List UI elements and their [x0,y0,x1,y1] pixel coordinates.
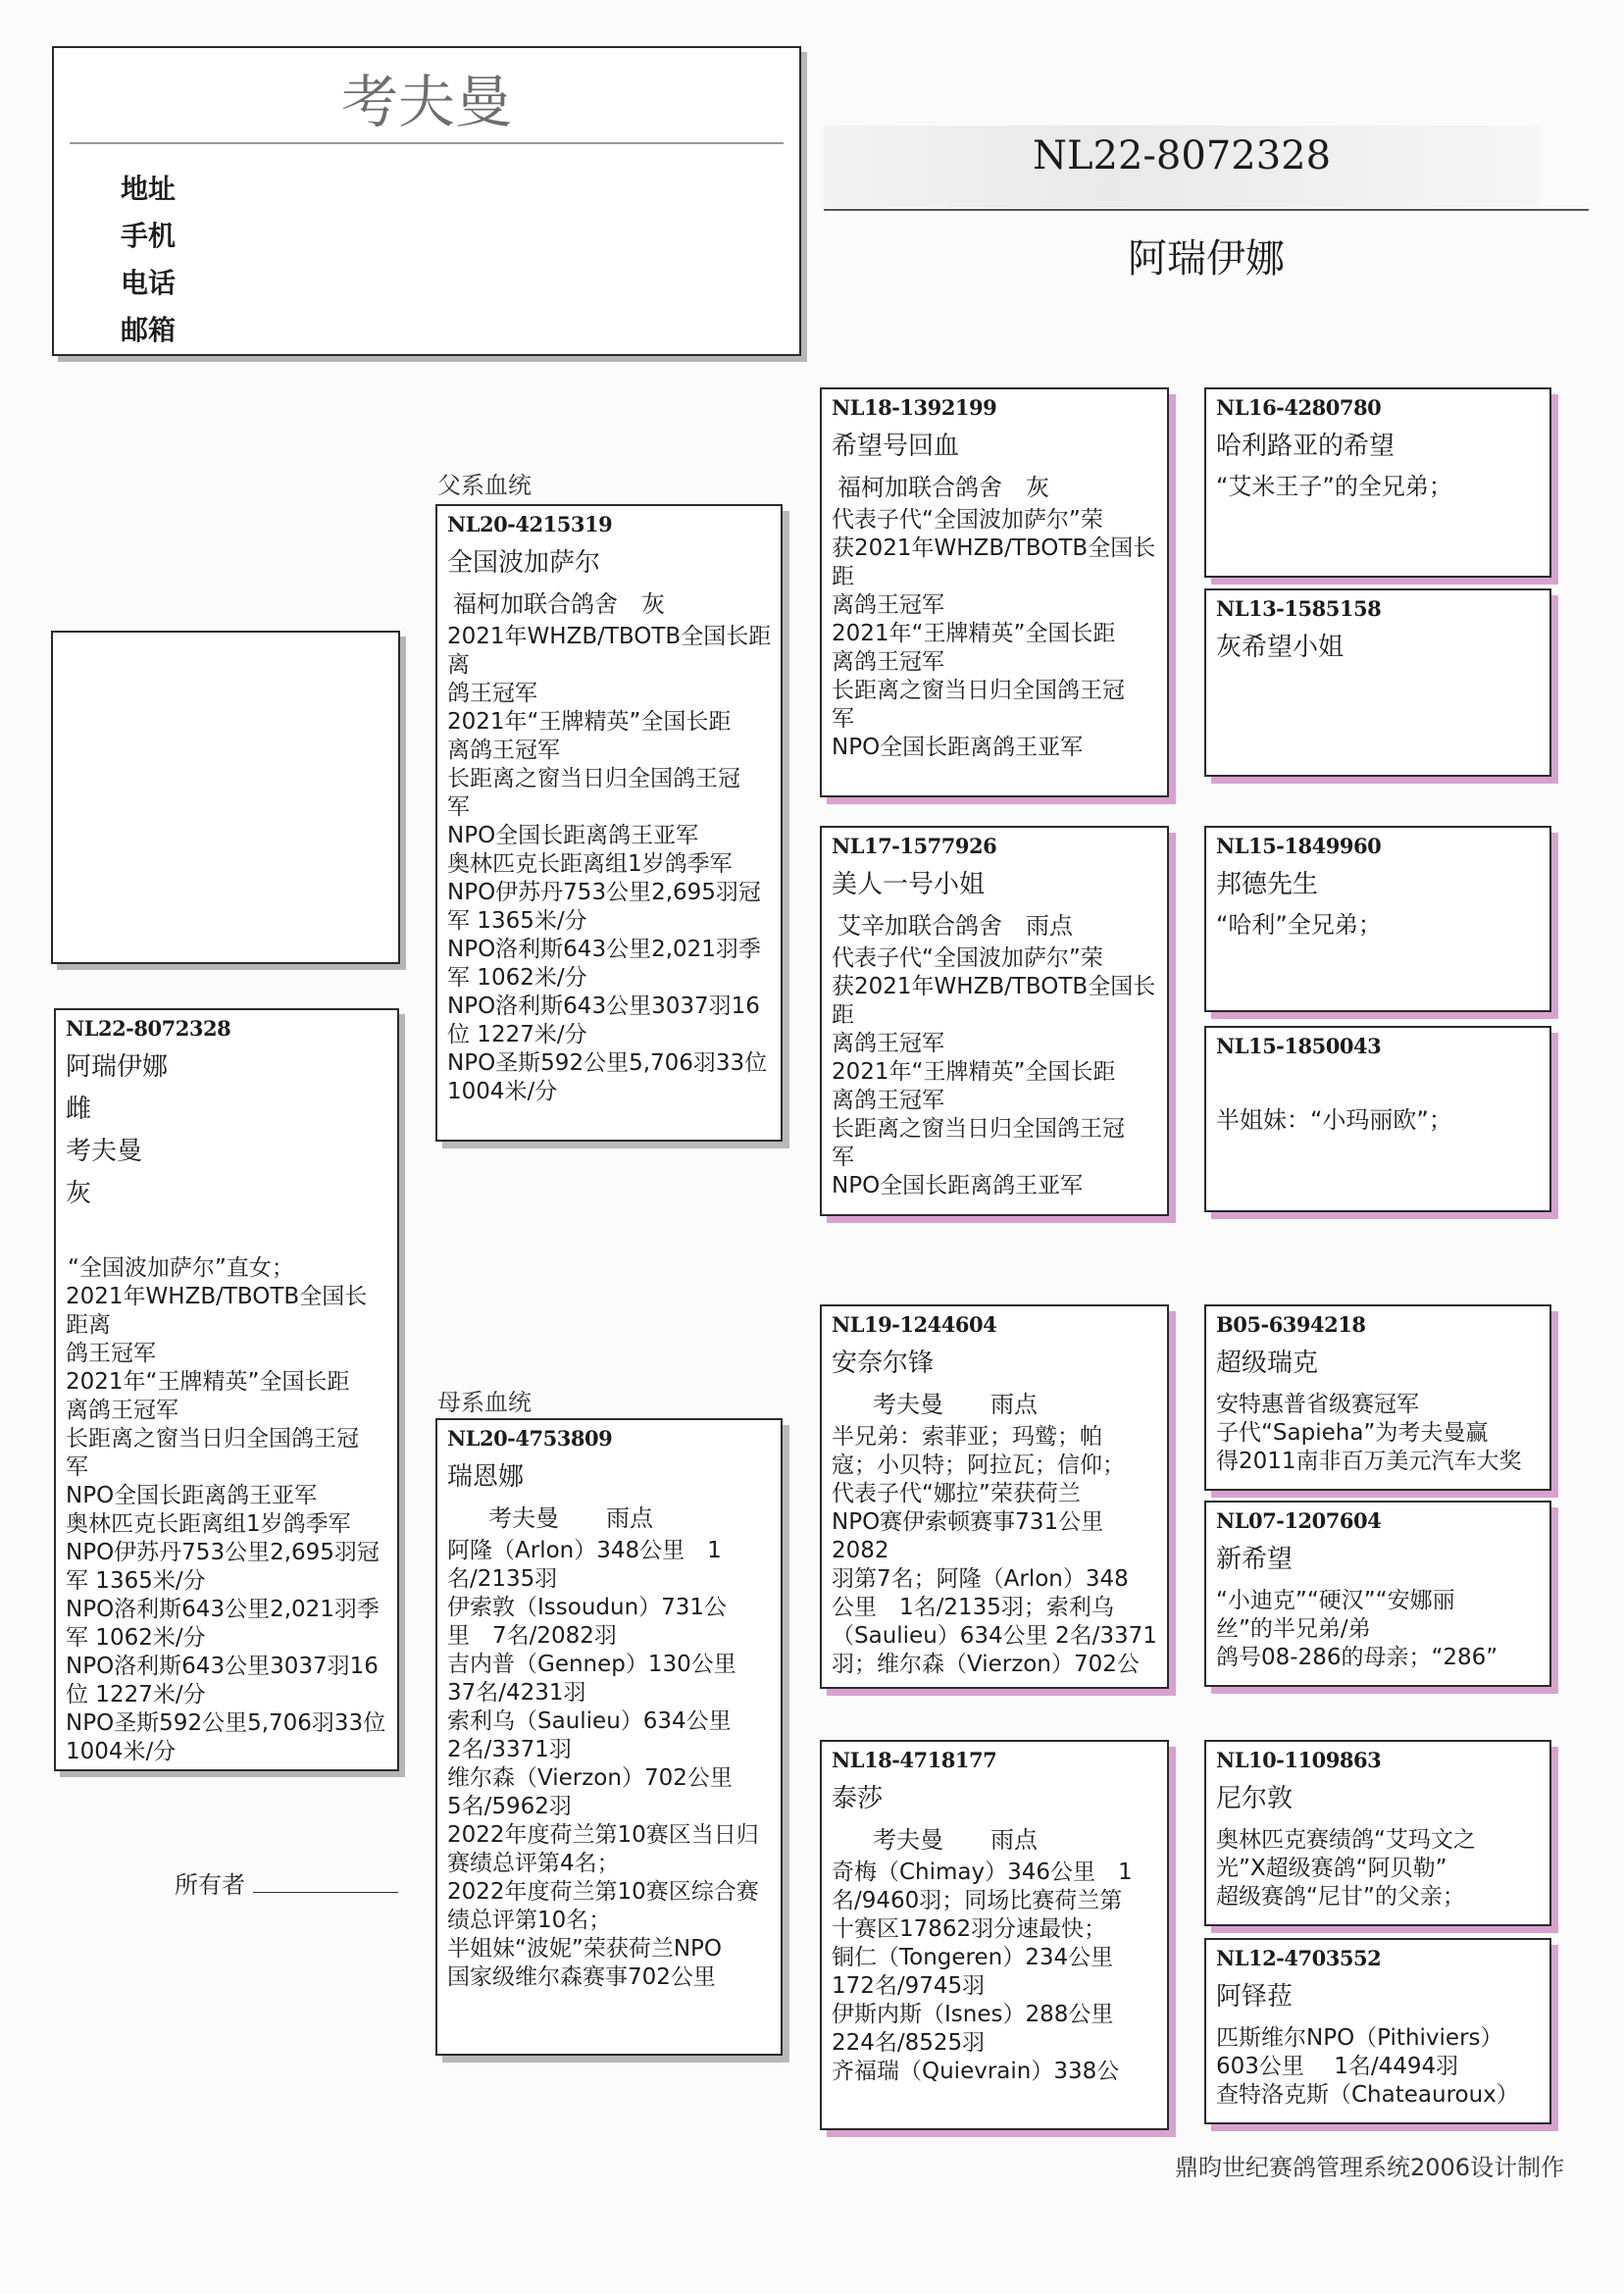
achievement-line: 代表子代“娜拉”荣获荷兰 [832,1481,1081,1506]
achievement-line: 2021年“王牌精英”全国长距 [832,1059,1116,1085]
great-grandparent-card [1204,1304,1551,1491]
sire-ring: NL20-4215319 [447,512,613,536]
achievement-line: 半姐妹“波妮”荣获荷兰NPO [447,1936,723,1962]
ss-dam-name: 灰希望小姐 [1216,633,1345,662]
achievement-line: 军 1365米/分 [447,908,587,934]
achievement-line: 长距离之窗当日归全国鸽王冠 [832,678,1125,703]
achievement-line: 2021年“王牌精英”全国长距 [447,709,732,735]
sire-sire-loft: 福柯加联合鸽舍 灰 [837,474,1049,501]
achievement-line: NPO伊苏丹753公里2,695羽冠 [447,880,761,905]
achievement-line: 2021年WHZB/TBOTB全国长距离 [66,1284,368,1338]
dam-line-label: 母系血统 [437,1389,532,1416]
achievement-line: （Saulieu）634公里 2名/3371 [832,1623,1157,1649]
achievement-line: NPO全国长距离鸽王亚军 [447,823,699,848]
subject-breeder: 考夫曼 [66,1137,143,1166]
ss-sire-ring: NL16-4280780 [1216,395,1382,420]
sire-sire-card [820,387,1169,797]
sd-sire-name: 邦德先生 [1216,870,1319,899]
ds-sire-achievements [1206,1381,1549,1476]
subject-color: 灰 [66,1179,92,1208]
title-pigeon-name: 阿瑞伊娜 [1128,236,1285,281]
dam-sire-name: 安奈尔锋 [832,1349,935,1378]
achievement-line: 离鸽王冠军 [832,1088,944,1113]
achievement-line: 匹斯维尔NPO（Pithiviers） [1216,2025,1503,2051]
ds-dam-ring: NL07-1207604 [1216,1508,1382,1533]
achievement-line: 603公里 1名/4494羽 [1216,2054,1459,2079]
sire-dam-ring: NL17-1577926 [832,834,997,858]
dam-sire-card [820,1304,1169,1689]
achievement-line: 离鸽王冠军 [832,649,944,675]
achievement-line: NPO赛伊索顿赛事731公里2082 [832,1509,1104,1563]
achievement-line: 代表子代“全国波加萨尔”荣 [832,507,1103,533]
achievement-line: 伊索敦（Issoudun）731公 [447,1595,728,1620]
achievement-line: 37名/4231羽 [447,1680,586,1706]
achievement-line: 光”X超级赛鸽“阿贝勒” [1216,1856,1447,1881]
achievement-line: 军 1062米/分 [447,965,587,991]
achievement-line: 鸽号08-286的母亲；“286” [1216,1645,1498,1670]
achievement-line: 名/2135羽 [447,1566,558,1592]
great-grandparent-card [1204,1026,1551,1212]
achievement-line: 长距离之窗当日归全国鸽王冠 [832,1116,1125,1142]
achievement-line: 长距离之窗当日归全国鸽王冠 [66,1426,359,1452]
achievement-line: “全国波加萨尔”直女； [68,1255,294,1281]
dam-dam-achievements [822,1857,1167,2086]
achievement-line: NPO全国长距离鸽王亚军 [66,1483,318,1508]
achievement-line: 齐福瑞（Quievrain）338公 [832,2059,1120,2084]
dd-sire-achievements [1206,1816,1549,1912]
achievement-line: 2022年度荷兰第10赛区综合赛 [447,1879,759,1905]
achievement-line: 军 [447,794,470,820]
achievement-line: 丝”的半兄弟/弟 [1216,1616,1371,1642]
achievement-line: 国家级维尔森赛事702公里 [447,1964,716,1990]
achievement-line: 离鸽王冠军 [832,1031,944,1056]
owner-field-mobile: 手机 [121,220,177,252]
owner-field-email: 邮箱 [121,314,177,346]
achievement-line: 奥林匹克长距离组1岁鸽季军 [66,1511,351,1537]
achievement-line: NPO全国长距离鸽王亚军 [832,1173,1084,1198]
dd-sire-ring: NL10-1109863 [1216,1748,1382,1772]
achievement-line: NPO洛利斯643公里2,021羽季 [66,1597,380,1622]
dam-ring: NL20-4753809 [447,1426,613,1451]
achievement-line: 军 [66,1454,88,1480]
sd-sire-note: “哈利”全兄弟； [1216,911,1382,939]
achievement-line: 十赛区17862羽分速最快； [832,1916,1107,1942]
achievement-line: NPO圣斯592公里5,706羽33位 [66,1710,386,1736]
achievement-line: 长距离之窗当日归全国鸽王冠 [447,766,740,791]
achievement-line: 2022年度荷兰第10赛区当日归 [447,1822,759,1848]
subject-name: 阿瑞伊娜 [66,1052,169,1082]
achievement-line: 离鸽王冠军 [66,1398,178,1423]
subject-card [54,1008,399,1771]
sd-dam-ring: NL15-1850043 [1216,1034,1382,1058]
title-divider [824,209,1589,211]
achievement-line: NPO洛利斯643公里3037羽16 [447,994,760,1019]
great-grandparent-card [1204,826,1551,1012]
achievement-line: 查特洛克斯（Chateauroux） [1216,2082,1519,2108]
achievement-line: 里 7名/2082羽 [447,1623,617,1649]
great-grandparent-card [1204,387,1551,578]
great-grandparent-card [1204,1501,1551,1687]
achievement-line: 鸽王冠军 [447,681,537,706]
sire-card [435,504,783,1142]
sire-dam-achievements [822,943,1167,1200]
achievement-line: 1004米/分 [447,1079,558,1104]
achievement-line: 军 1062米/分 [66,1625,206,1651]
ds-dam-achievements [1206,1577,1549,1672]
achievement-line: 吉内普（Gennep）130公里 [447,1652,736,1677]
achievement-line: 公里 1名/2135羽；索利乌 [832,1595,1114,1620]
dam-achievements [437,1535,781,1992]
sire-loft: 福柯加联合鸽舍 灰 [453,590,665,618]
sd-sire-ring: NL15-1849960 [1216,834,1382,858]
achievement-line: 羽；维尔森（Vierzon）702公 [832,1652,1140,1677]
achievement-line: 铜仁（Tongeren）234公里 [832,1945,1114,1970]
dam-sire-ring: NL19-1244604 [832,1312,997,1337]
achievement-line: 维尔森（Vierzon）702公里 [447,1765,733,1791]
achievement-line: 奥林匹克赛绩鸽“艾玛文之 [1216,1827,1476,1853]
ss-sire-note: “艾米王子”的全兄弟； [1216,473,1452,500]
achievement-line: NPO洛利斯643公里2,021羽季 [447,937,761,962]
achievement-line: 获2021年WHZB/TBOTB全国长距 [832,535,1156,589]
title-ring-number: NL22-8072328 [1032,133,1332,178]
sire-dam-card [820,826,1169,1216]
sire-sire-name: 希望号回血 [832,432,960,461]
dam-loft: 考夫曼 雨点 [488,1504,653,1532]
achievement-line: NPO圣斯592公里5,706羽33位 [447,1050,768,1076]
photo-frame [51,631,400,964]
owner-divider [70,142,784,144]
achievement-line: 奇梅（Chimay）346公里 1 [832,1860,1133,1885]
achievement-line: 赛绩总评第4名； [447,1851,620,1876]
ds-dam-name: 新希望 [1216,1545,1294,1574]
sire-dam-name: 美人一号小姐 [832,870,986,899]
ss-sire-name: 哈利路亚的希望 [1216,432,1396,461]
owner-card [52,46,801,356]
achievement-line: NPO伊苏丹753公里2,695羽冠 [66,1540,380,1565]
achievement-line: 寇；小贝特；阿拉瓦；信仰； [832,1453,1125,1478]
dam-card [435,1418,783,2056]
sire-line-label: 父系血统 [437,472,532,499]
achievement-line: 位 1227米/分 [447,1022,587,1047]
achievement-line: 阿隆（Arlon）348公里 1 [447,1538,722,1563]
sire-achievements [437,621,781,1106]
achievement-line: 子代“Sapieha”为考夫曼赢 [1216,1420,1489,1446]
achievement-line: 羽第7名；阿隆（Arlon）348 [832,1566,1129,1592]
achievement-line: 2021年WHZB/TBOTB全国长距离 [447,624,772,678]
owner-name: 考夫曼 [340,69,512,135]
great-grandparent-card [1204,1938,1551,2124]
sire-dam-loft: 艾辛加联合鸽舍 雨点 [837,912,1073,940]
great-grandparent-card [1204,1740,1551,1926]
achievement-line: 5名/5962羽 [447,1794,572,1819]
dam-dam-card [820,1740,1169,2130]
owner-field-phone: 电话 [121,267,177,299]
subject-ring: NL22-8072328 [66,1016,231,1041]
dd-dam-achievements [1206,2014,1549,2110]
great-grandparent-card [1204,588,1551,777]
achievement-line: 2021年“王牌精英”全国长距 [66,1369,350,1395]
subject-sex: 雌 [66,1095,92,1124]
achievement-line: 鸽王冠军 [66,1341,156,1366]
achievement-line: NPO全国长距离鸽王亚军 [832,735,1084,760]
achievement-line: 名/9460羽；同场比赛荷兰第 [832,1888,1123,1913]
achievement-line: 军 [832,1145,854,1170]
achievement-line: 安特惠普省级赛冠军 [1216,1392,1419,1417]
sire-name: 全国波加萨尔 [447,548,601,578]
subject-achievements [56,1252,397,1766]
achievement-line: 索利乌（Saulieu）634公里 [447,1708,732,1734]
achievement-line: 1004米/分 [66,1739,177,1764]
achievement-line: 离鸽王冠军 [447,738,560,763]
achievement-line: 奥林匹克长距离组1岁鸽季军 [447,851,733,877]
achievement-line: 位 1227米/分 [66,1682,206,1708]
dam-dam-ring: NL18-4718177 [832,1748,997,1772]
owner-signature-line [253,1892,398,1893]
achievement-line: 172名/9745羽 [832,1973,986,1999]
achievement-line: “小迪克”“硬汉”“安娜丽 [1216,1588,1455,1613]
achievement-line: 得2011南非百万美元汽车大奖 [1216,1449,1522,1474]
achievement-line: 伊斯内斯（Isnes）288公里 [832,2002,1114,2027]
ds-sire-name: 超级瑞克 [1216,1349,1319,1378]
sd-dam-note: 半姐妹：“小玛丽欧”； [1216,1106,1452,1134]
footer-credit: 鼎昀世纪赛鸽管理系统2006设计制作 [1175,2154,1565,2181]
achievement-line: 代表子代“全国波加萨尔”荣 [832,945,1103,971]
ss-dam-ring: NL13-1585158 [1216,596,1382,621]
dam-dam-loft: 考夫曼 雨点 [873,1826,1038,1854]
sire-sire-achievements [822,504,1167,762]
dam-sire-loft: 考夫曼 雨点 [873,1391,1038,1418]
achievement-line: 军 1365米/分 [66,1568,206,1594]
achievement-line: 军 [832,706,854,732]
dam-sire-achievements [822,1421,1167,1679]
dd-sire-name: 尼尔敦 [1216,1784,1294,1813]
achievement-line: 半兄弟：索菲亚；玛鹫；帕 [832,1424,1102,1450]
achievement-line: 2名/3371羽 [447,1737,572,1762]
achievement-line: 绩总评第10名； [447,1908,612,1933]
dd-dam-name: 阿铎菈 [1216,1982,1294,2012]
achievement-line: 224名/8525羽 [832,2030,986,2056]
owner-signature-label: 所有者 [175,1871,245,1899]
achievement-line: 离鸽王冠军 [832,592,944,618]
achievement-line: 2021年“王牌精英”全国长距 [832,621,1116,646]
sire-sire-ring: NL18-1392199 [832,395,997,420]
dd-dam-ring: NL12-4703552 [1216,1946,1382,1970]
ds-sire-ring: B05-6394218 [1216,1312,1366,1337]
owner-field-address: 地址 [121,173,177,205]
achievement-line: NPO洛利斯643公里3037羽16 [66,1654,379,1679]
dam-dam-name: 泰莎 [832,1784,884,1813]
achievement-line: 超级赛鸽“尼甘”的父亲； [1216,1884,1465,1910]
achievement-line: 获2021年WHZB/TBOTB全国长距 [832,974,1156,1028]
dam-name: 瑞恩娜 [447,1462,525,1492]
